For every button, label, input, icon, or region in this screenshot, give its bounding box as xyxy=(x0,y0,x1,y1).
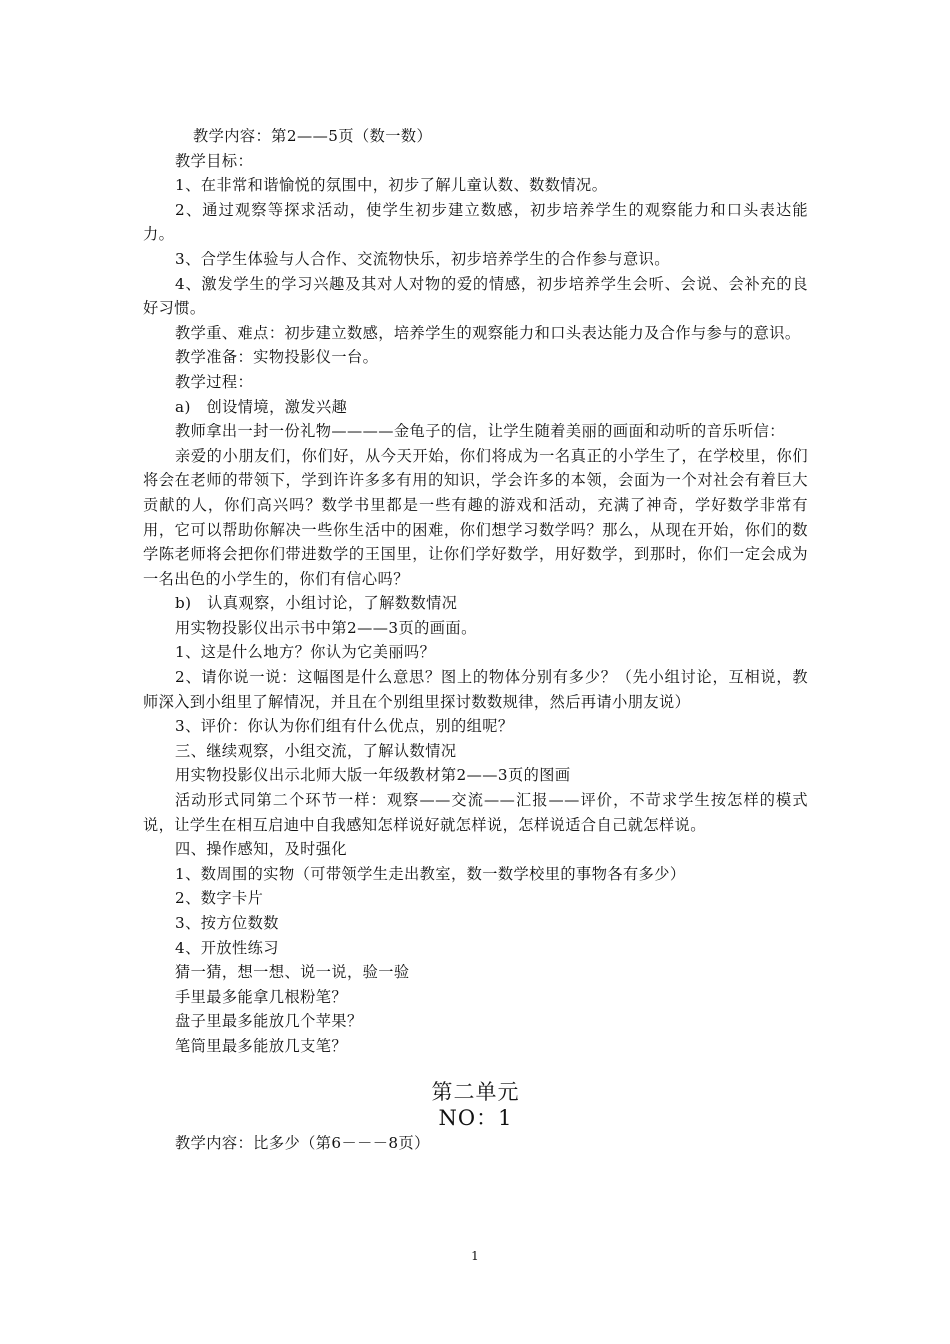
step-4-item-2: 2、数字卡片 xyxy=(175,889,264,908)
step-a-text: 教师拿出一封一份礼物————金龟子的信，让学生随着美丽的画面和动听的音乐听信： xyxy=(175,422,785,441)
step-3-heading: 三、继续观察，小组交流，了解认数情况 xyxy=(175,741,457,760)
question-apples: 盘子里最多能放几个苹果？ xyxy=(175,1012,363,1031)
letter-paragraph: 亲爱的小朋友们，你们好，从今天开始，你们将成为一名真正的小学生了，在学校里，你们将会在老师的带领下，学到许许多多有用的知识，学会许多的本领，会面为一个对社会有着巨大贡献的人，你们高兴吗？数学书里都是一些有趣的游戏和活动，充满了神奇，学好数学非常有用，它可以帮助你解决一些你生活中的困难，你们想学习数学吗？那么，从现在开始，你们的数学陈老师将会把你们带进数学的王国里，让你们学好数学，用好数学，到那时，你们一定会成为一名出色的小学生的，你们有信心吗？ xyxy=(143,446,808,588)
step-4-item-3: 3、按方位数数 xyxy=(175,914,279,932)
step-b-question-1: 1、这是什么地方？你认为它美丽吗？ xyxy=(175,643,436,662)
step-b-text: 用实物投影仪出示书中第2——3页的画面。 xyxy=(175,618,477,637)
next-teaching-content: 教学内容：比多少（第6－－－8页） xyxy=(175,1133,430,1152)
teaching-preparation: 教学准备：实物投影仪一台。 xyxy=(175,348,379,367)
page-number: 1 xyxy=(471,1249,479,1263)
step-b-question-2: 2、请你说一说：这幅图是什么意思？图上的物体分别有多少？（先小组讨论，互相说，教师深入到小组里了解情况，并且在个别组里探讨数数规律，然后再请小朋友说） xyxy=(143,668,808,711)
unit-title: 第二单元 xyxy=(431,1079,520,1104)
step-b-heading: b) 认真观察，小组讨论，了解数数情况 xyxy=(175,594,458,613)
goal-4: 4、激发学生的学习兴趣及其对人对物的爱的情感，初步培养学生会听、会说、会补充的良好习惯。 xyxy=(143,274,808,318)
document-body xyxy=(143,124,808,1155)
step-a-heading: a) 创设情境，激发兴趣 xyxy=(175,397,348,416)
goal-3: 3、合学生体验与人合作、交流物快乐，初步培养学生的合作参与意识。 xyxy=(175,249,670,268)
key-points: 教学重、难点：初步建立数感，培养学生的观察能力和口头表达能力及合作与参与的意识。 xyxy=(175,323,801,342)
step-3-text: 用实物投影仪出示北师大版一年级教材第2——3页的图画 xyxy=(175,766,571,785)
guess-line: 猜一猜，想一想、说一说，验一验 xyxy=(175,963,410,982)
goal-2: 2、通过观察等探求活动，使学生初步建立数感，初步培养学生的观察能力和口头表达能力。 xyxy=(143,200,808,244)
step-b-question-3: 3、评价：你认为你们组有什么优点，别的组呢？ xyxy=(175,717,514,736)
step-3-activity: 活动形式同第二个环节一样：观察——交流——汇报——评价，不苛求学生按怎样的模式说，让学生在相互启迪中自我感知怎样说好就怎样说，怎样说适合自己就怎样说。 xyxy=(143,791,808,834)
step-4-item-4: 4、开放性练习 xyxy=(175,938,279,957)
goal-1: 1、在非常和谐愉悦的氛围中，初步了解儿童认数、数数情况。 xyxy=(175,176,608,195)
step-4-heading: 四、操作感知，及时强化 xyxy=(175,840,348,859)
question-chalk: 手里最多能拿几根粉笔？ xyxy=(175,987,348,1006)
step-4-item-1: 1、数周围的实物（可带领学生走出教室，数一数学校里的事物各有多少） xyxy=(175,864,686,883)
teaching-process-heading: 教学过程： xyxy=(175,372,254,391)
teaching-goals-heading: 教学目标： xyxy=(175,151,254,170)
lesson-number: NO：1 xyxy=(438,1105,513,1130)
teaching-content-line: 教学内容：第2——5页（数一数） xyxy=(193,127,433,145)
question-pens: 笔筒里最多能放几支笔？ xyxy=(175,1036,348,1055)
